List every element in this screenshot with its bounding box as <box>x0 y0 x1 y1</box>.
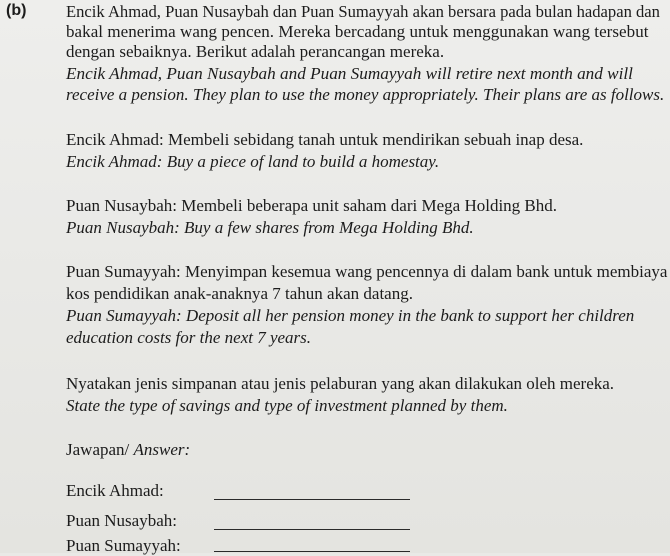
plan-sumayyah-malay-line-2: kos pendidikan anak-anaknya 7 tahun akan datang. <box>66 284 413 303</box>
intro-malay-line-1: Encik Ahmad, Puan Nusaybah dan Puan Sumayyah akan bersara pada bulan hadapan dan <box>66 2 660 21</box>
intro-english-line-1: Encik Ahmad, Puan Nusaybah and Puan Sumayyah will retire next month and will <box>66 64 633 83</box>
question-number: (b) <box>6 2 27 19</box>
plan-nusaybah-english: Puan Nusaybah: Buy a few shares from Mega Holding Bhd. <box>66 218 474 237</box>
plan-ahmad-english: Encik Ahmad: Buy a piece of land to build a homestay. <box>66 152 440 171</box>
answer-blank-ahmad[interactable] <box>214 499 410 500</box>
plan-sumayyah-english-line-2: education costs for the next 7 years. <box>66 328 312 347</box>
answer-blank-nusaybah[interactable] <box>214 529 410 530</box>
plan-nusaybah-malay: Puan Nusaybah: Membeli beberapa unit saham dari Mega Holding Bhd. <box>66 196 557 215</box>
intro-english-line-2: receive a pension. They plan to use the money appropriately. Their plans are as follows. <box>66 85 665 104</box>
plan-sumayyah-english-line-1: Puan Sumayyah: Deposit all her pension money in the bank to support her children <box>66 306 635 325</box>
answer-heading-english: Answer: <box>133 440 191 459</box>
answer-heading-malay: Jawapan/ <box>66 440 134 459</box>
intro-malay-line-2: bakal menerima wang pencen. Mereka bercadang untuk menggunakan wang tersebut <box>66 22 649 41</box>
instruction-english: State the type of savings and type of investment planned by them. <box>66 396 508 415</box>
answer-label-ahmad: Encik Ahmad: <box>66 481 164 500</box>
plan-sumayyah-malay-line-1: Puan Sumayyah: Menyimpan kesemua wang pencennya di dalam bank untuk membiaya <box>66 262 668 281</box>
answer-label-nusaybah: Puan Nusaybah: <box>66 511 177 530</box>
answer-label-sumayyah: Puan Sumayyah: <box>66 536 181 555</box>
intro-malay-line-3: dengan sebaiknya. Berikut adalah perancangan mereka. <box>66 42 445 61</box>
instruction-malay: Nyatakan jenis simpanan atau jenis pelaburan yang akan dilakukan oleh mereka. <box>66 374 615 393</box>
answer-heading <box>66 440 190 460</box>
answer-blank-sumayyah[interactable] <box>214 551 410 552</box>
plan-ahmad-malay: Encik Ahmad: Membeli sebidang tanah untuk mendirikan sebuah inap desa. <box>66 130 584 149</box>
